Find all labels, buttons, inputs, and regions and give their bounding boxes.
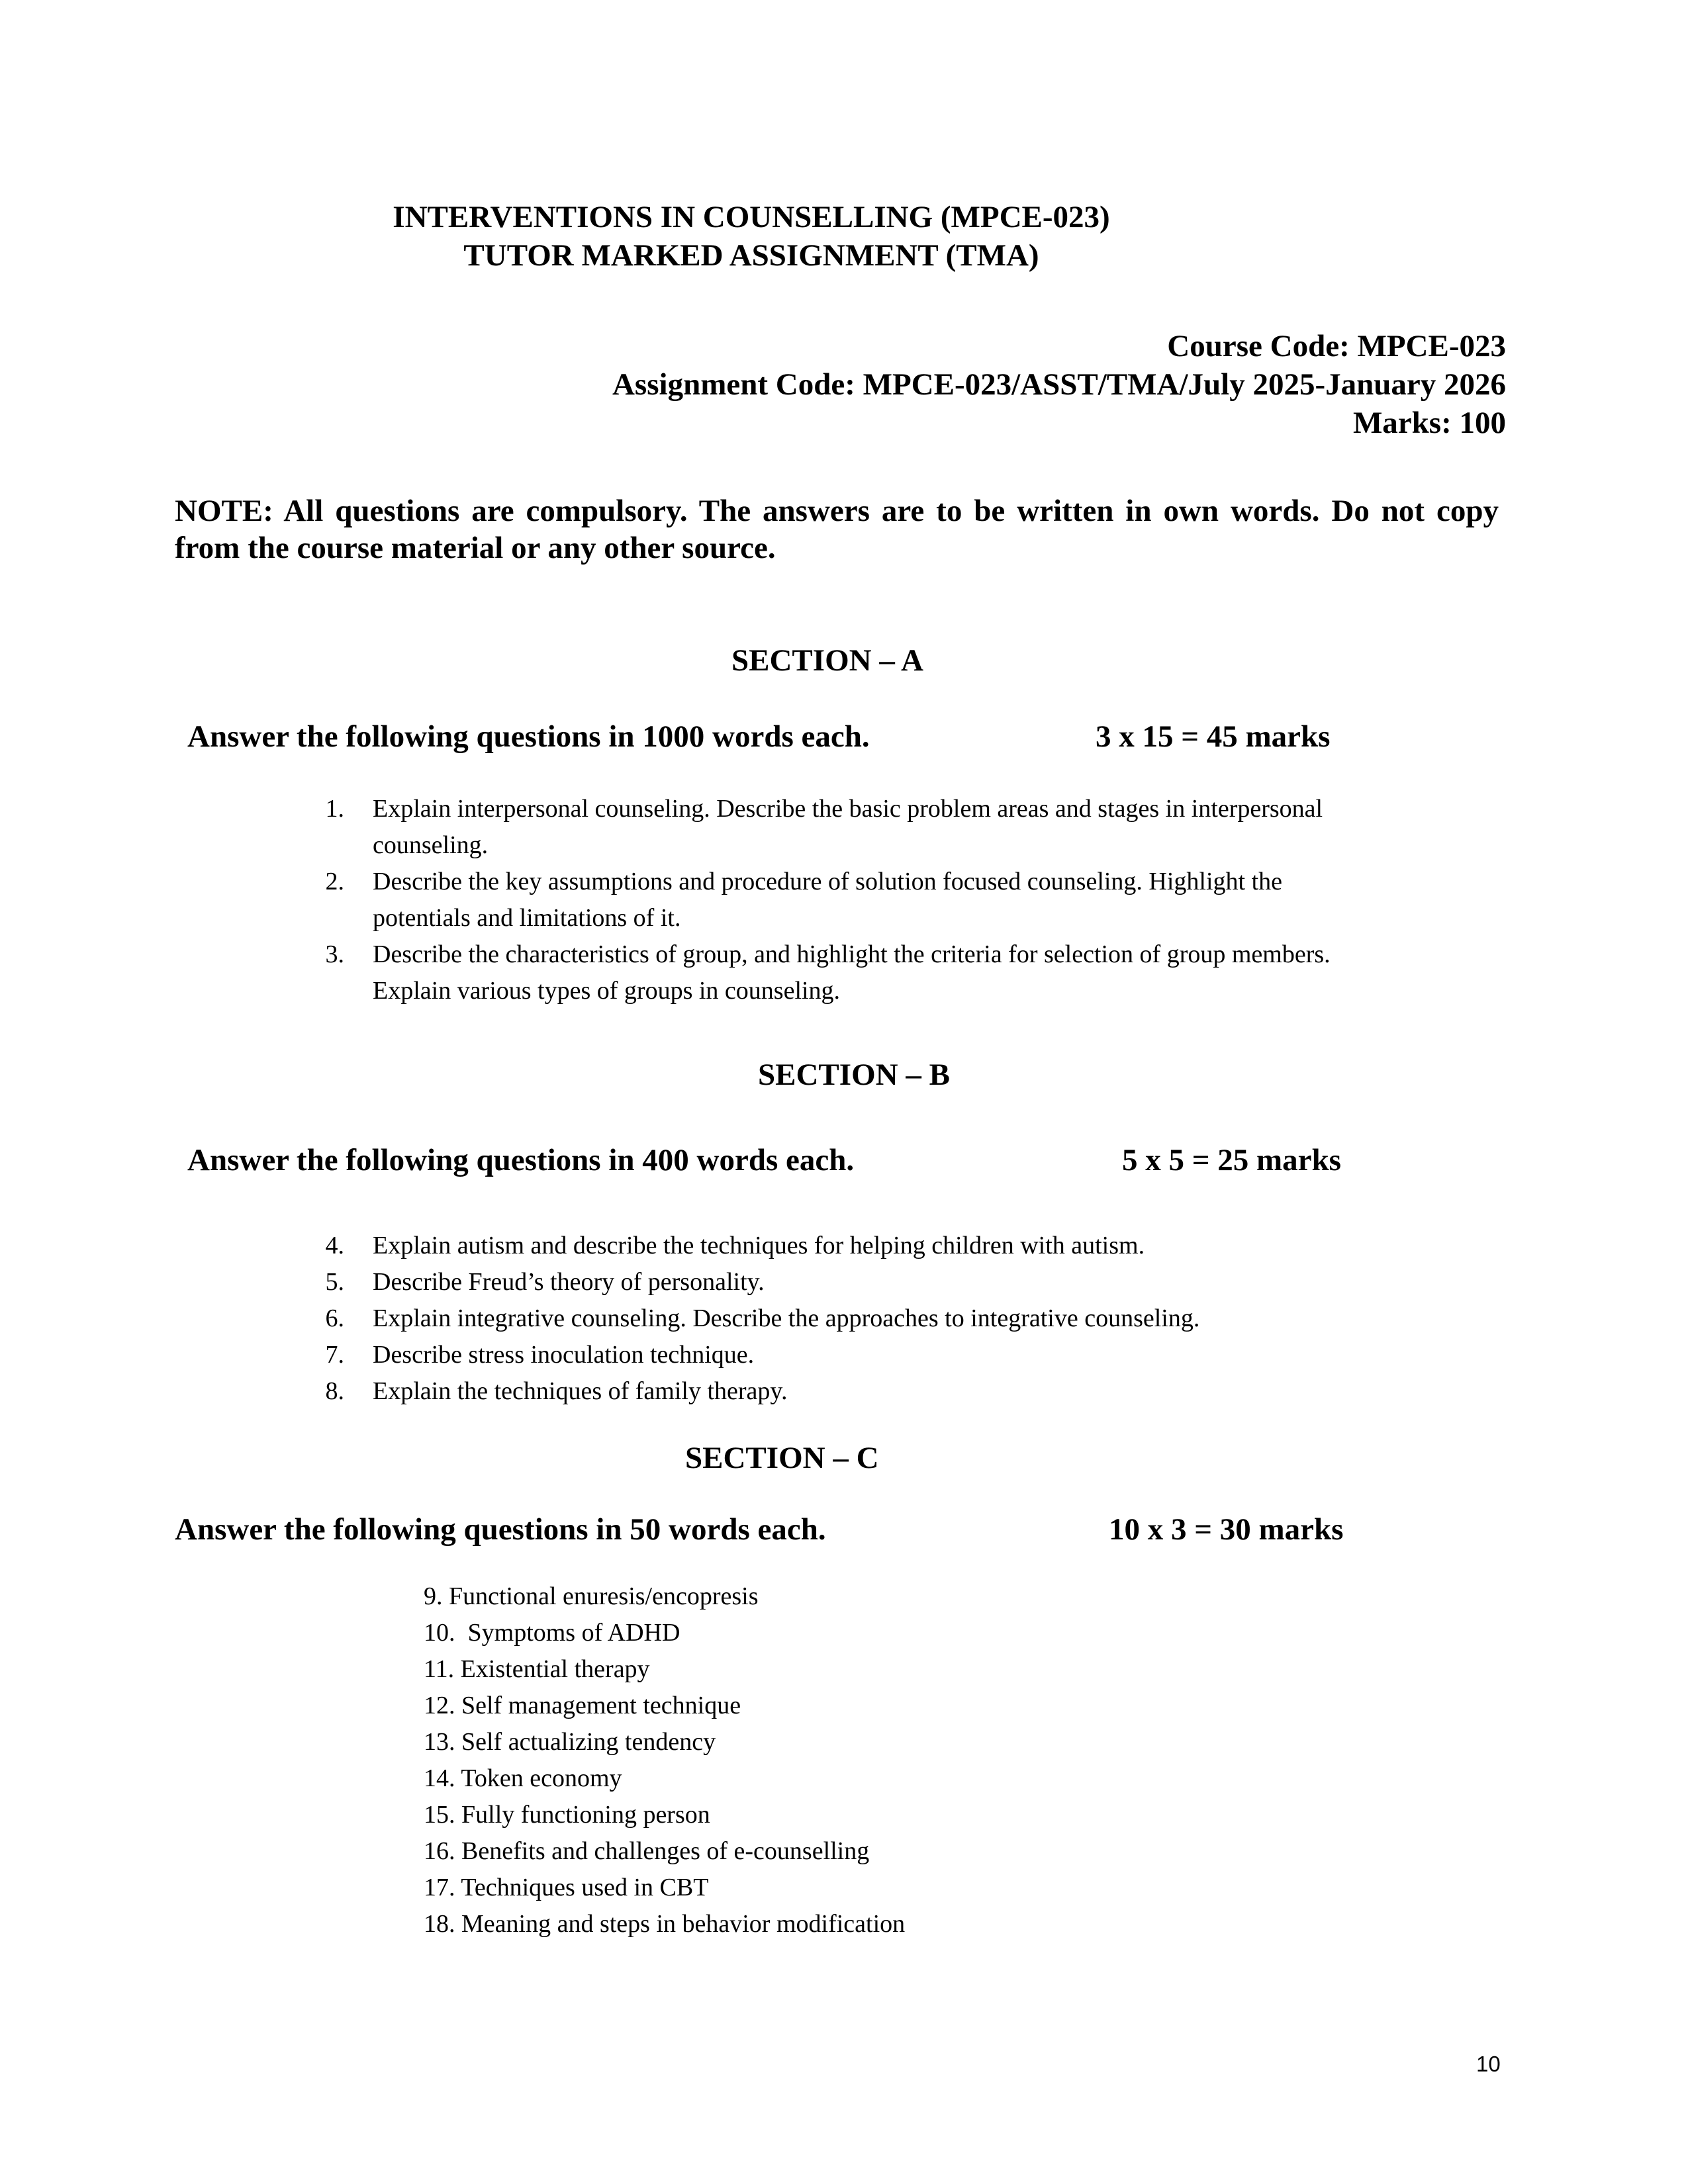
course-code: Course Code: MPCE-023 xyxy=(1167,329,1506,363)
section-c-instruction: Answer the following questions in 50 words each. xyxy=(175,1512,826,1547)
document-subtitle: TUTOR MARKED ASSIGNMENT (TMA) xyxy=(463,238,1039,273)
question-number: 2. xyxy=(325,868,344,895)
question-number: 5. xyxy=(325,1268,344,1296)
list-item: 16. Benefits and challenges of e-counselling xyxy=(424,1837,870,1865)
list-item: 12. Self management technique xyxy=(424,1692,741,1719)
question-number: 1. xyxy=(325,795,344,823)
section-c-question-list xyxy=(424,1578,1350,1949)
question-number: 3. xyxy=(325,940,344,968)
section-c-marks: 10 x 3 = 30 marks xyxy=(1109,1512,1344,1547)
page-number: 10 xyxy=(1476,2052,1501,2076)
list-item: 18. Meaning and steps in behavior modification xyxy=(424,1910,906,1938)
list-item xyxy=(0,791,1688,864)
section-a-question-list xyxy=(0,791,1688,1016)
list-item: 13. Self actualizing tendency xyxy=(424,1728,716,1756)
question-text: Describe the characteristics of group, and highlight the criteria for selection of group members. Explain various types of groups in counseling. xyxy=(373,940,1331,1005)
question-text: Describe stress inoculation technique. xyxy=(373,1341,755,1369)
list-item: 9. Functional enuresis/encopresis xyxy=(424,1582,759,1610)
section-a-marks: 3 x 15 = 45 marks xyxy=(1096,719,1331,754)
section-a-instruction: Answer the following questions in 1000 words each. xyxy=(187,719,870,754)
section-c-heading: SECTION – C xyxy=(685,1441,879,1475)
question-number: 6. xyxy=(325,1304,344,1332)
question-number: 8. xyxy=(325,1377,344,1405)
list-item xyxy=(0,936,1688,1009)
list-item: 14. Token economy xyxy=(424,1764,622,1792)
list-item: 11. Existential therapy xyxy=(424,1655,650,1683)
question-number: 4. xyxy=(325,1232,344,1259)
question-text: Explain interpersonal counseling. Describe the basic problem areas and stages in interpersonal counseling. xyxy=(373,795,1323,859)
question-text: Explain integrative counseling. Describe the approaches to integrative counseling. xyxy=(373,1304,1200,1332)
total-marks: Marks: 100 xyxy=(1352,406,1506,440)
question-text: Describe Freud’s theory of personality. xyxy=(373,1268,765,1296)
section-b-heading: SECTION – B xyxy=(758,1058,950,1092)
section-b-question-list xyxy=(0,1228,1688,1413)
document-title: INTERVENTIONS IN COUNSELLING (MPCE-023) xyxy=(393,200,1110,234)
note-paragraph: NOTE: All questions are compulsory. The answers are to be written in own words. Do not copy from the course material or any other source. xyxy=(175,494,1499,565)
section-a-heading: SECTION – A xyxy=(731,643,923,678)
question-text: Explain the techniques of family therapy. xyxy=(373,1377,788,1405)
question-number: 7. xyxy=(325,1341,344,1369)
assignment-code: Assignment Code: MPCE-023/ASST/TMA/July 2025-January 2026 xyxy=(612,367,1506,402)
question-text: Describe the key assumptions and procedure of solution focused counseling. Highlight the potentials and limitations of it. xyxy=(373,868,1283,932)
list-item: 17. Techniques used in CBT xyxy=(424,1874,709,1901)
list-item xyxy=(0,864,1688,936)
section-b-instruction: Answer the following questions in 400 words each. xyxy=(187,1143,855,1177)
list-item: 15. Fully functioning person xyxy=(424,1801,710,1829)
section-b-marks: 5 x 5 = 25 marks xyxy=(1122,1143,1341,1177)
question-text: Explain autism and describe the techniques for helping children with autism. xyxy=(373,1232,1145,1259)
list-item: 10. Symptoms of ADHD xyxy=(424,1619,680,1647)
